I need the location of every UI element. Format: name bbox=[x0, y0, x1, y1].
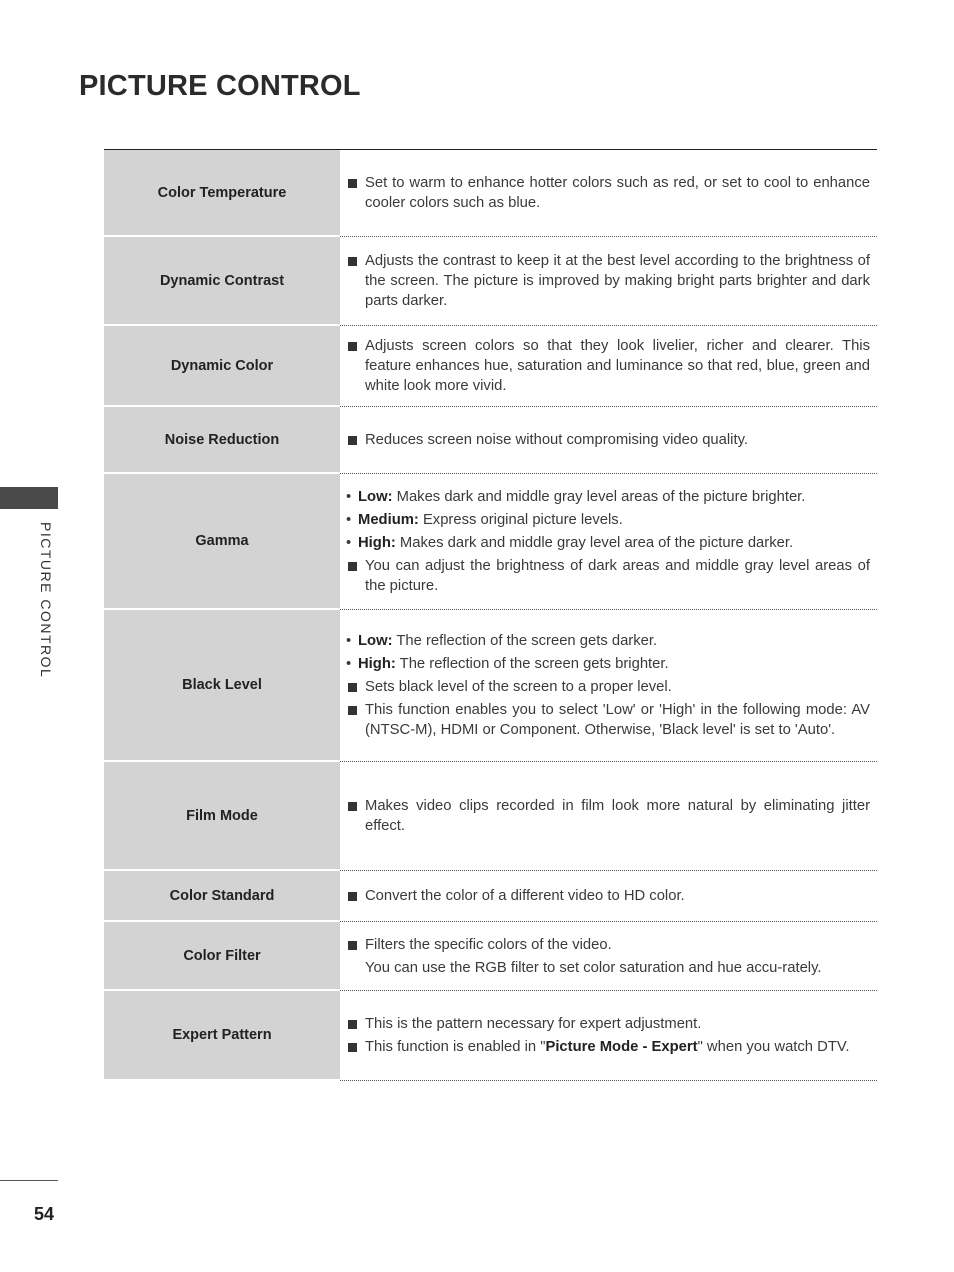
table-row bbox=[104, 991, 877, 1081]
text-span: Adjusts the contrast to keep it at the best level according to the brightness of the screen. The picture is improved by making bright parts brighter and dark parts darker. bbox=[365, 253, 870, 309]
setting-description bbox=[340, 474, 877, 610]
setting-label: Dynamic Color bbox=[104, 326, 340, 407]
bold-term: Low: bbox=[358, 633, 393, 649]
text-span: Sets black level of the screen to a proper level. bbox=[365, 679, 672, 695]
bullet-list-item bbox=[346, 430, 870, 450]
text-span: Set to warm to enhance hotter colors such as red, or set to cool to enhance cooler colors such as blue. bbox=[365, 175, 870, 211]
table-row bbox=[104, 407, 877, 474]
bullet-list-item bbox=[346, 336, 870, 396]
table-row bbox=[104, 762, 877, 871]
page-number: 54 bbox=[34, 1204, 55, 1224]
bullet-list-item bbox=[346, 700, 870, 740]
setting-label: Expert Pattern bbox=[104, 991, 340, 1081]
table-row bbox=[104, 237, 877, 326]
text-span: This is the pattern necessary for expert adjustment. bbox=[365, 1016, 702, 1032]
table-row bbox=[104, 610, 877, 762]
setting-label: Gamma bbox=[104, 474, 340, 610]
text-span: Convert the color of a different video to HD color. bbox=[365, 888, 685, 904]
dot-list-item bbox=[346, 487, 870, 507]
text-span: " when you watch DTV. bbox=[697, 1039, 850, 1055]
picture-control-table bbox=[104, 149, 877, 1081]
text-span: Makes video clips recorded in film look more natural by eliminating jitter effect. bbox=[365, 798, 870, 834]
bold-term: Low: bbox=[358, 489, 393, 505]
dot-list-item bbox=[346, 631, 870, 651]
text-span: Filters the specific colors of the video. bbox=[365, 936, 612, 953]
text-span: This function enables you to select 'Low' or 'High' in the following mode: AV (NTSC-M), HDMI or Component. Otherwise, 'Black level' is set to 'Auto'. bbox=[365, 702, 870, 738]
text-span: Express original picture levels. bbox=[418, 512, 623, 528]
setting-description bbox=[340, 237, 877, 326]
setting-description bbox=[340, 991, 877, 1081]
text-span: You can use the RGB filter to set color saturation and hue accu-rately. bbox=[365, 959, 822, 976]
table-row bbox=[104, 326, 877, 407]
bullet-list-item bbox=[346, 1037, 870, 1057]
bullet-list-item bbox=[346, 556, 870, 596]
bullet-list-item bbox=[346, 796, 870, 836]
bullet-list-item bbox=[346, 958, 870, 978]
setting-description bbox=[340, 922, 877, 991]
section-tab-marker bbox=[0, 487, 58, 509]
setting-label: Color Filter bbox=[104, 922, 340, 991]
table-row bbox=[104, 871, 877, 922]
text-span: You can adjust the brightness of dark areas and middle gray level areas of the picture. bbox=[365, 558, 870, 594]
setting-description bbox=[340, 610, 877, 762]
page-title: PICTURE CONTROL bbox=[79, 70, 361, 102]
bullet-list-item bbox=[346, 1014, 870, 1034]
text-span: Makes dark and middle gray level area of the picture darker. bbox=[395, 535, 794, 551]
dot-list-item bbox=[346, 510, 870, 530]
bullet-list-item bbox=[346, 677, 870, 697]
setting-description bbox=[340, 871, 877, 922]
text-span: Adjusts screen colors so that they look livelier, richer and clearer. This feature enhances hue, saturation and luminance so that red, blue, green and white look more vivid. bbox=[365, 338, 870, 394]
setting-description bbox=[340, 407, 877, 474]
table-row bbox=[104, 922, 877, 991]
setting-description bbox=[340, 762, 877, 871]
setting-label: Black Level bbox=[104, 610, 340, 762]
bold-term: High: bbox=[358, 535, 396, 551]
text-span: Reduces screen noise without compromising video quality. bbox=[365, 432, 748, 448]
setting-label: Noise Reduction bbox=[104, 407, 340, 474]
dot-list-item bbox=[346, 533, 870, 553]
bullet-list-item bbox=[346, 173, 870, 213]
bullet-list-item bbox=[346, 935, 870, 955]
text-span: Makes dark and middle gray level areas of the picture brighter. bbox=[392, 489, 806, 505]
text-span: The reflection of the screen gets brighter. bbox=[395, 656, 669, 672]
text-span: This function is enabled in " bbox=[365, 1039, 546, 1055]
setting-label: Film Mode bbox=[104, 762, 340, 871]
bold-term: Picture Mode - Expert bbox=[545, 1039, 698, 1055]
bold-term: Medium: bbox=[358, 512, 419, 528]
dot-list-item bbox=[346, 654, 870, 674]
footer-divider bbox=[0, 1180, 58, 1181]
setting-label: Color Temperature bbox=[104, 150, 340, 237]
text-span: The reflection of the screen gets darker. bbox=[392, 633, 658, 649]
setting-description bbox=[340, 150, 877, 237]
bold-term: High: bbox=[358, 656, 396, 672]
setting-description bbox=[340, 326, 877, 407]
setting-label: Color Standard bbox=[104, 871, 340, 922]
table-row bbox=[104, 150, 877, 237]
table-row bbox=[104, 474, 877, 610]
bullet-list-item bbox=[346, 251, 870, 311]
section-side-label: PICTURE CONTROL bbox=[38, 522, 54, 679]
setting-label: Dynamic Contrast bbox=[104, 237, 340, 326]
bullet-list-item bbox=[346, 886, 870, 906]
